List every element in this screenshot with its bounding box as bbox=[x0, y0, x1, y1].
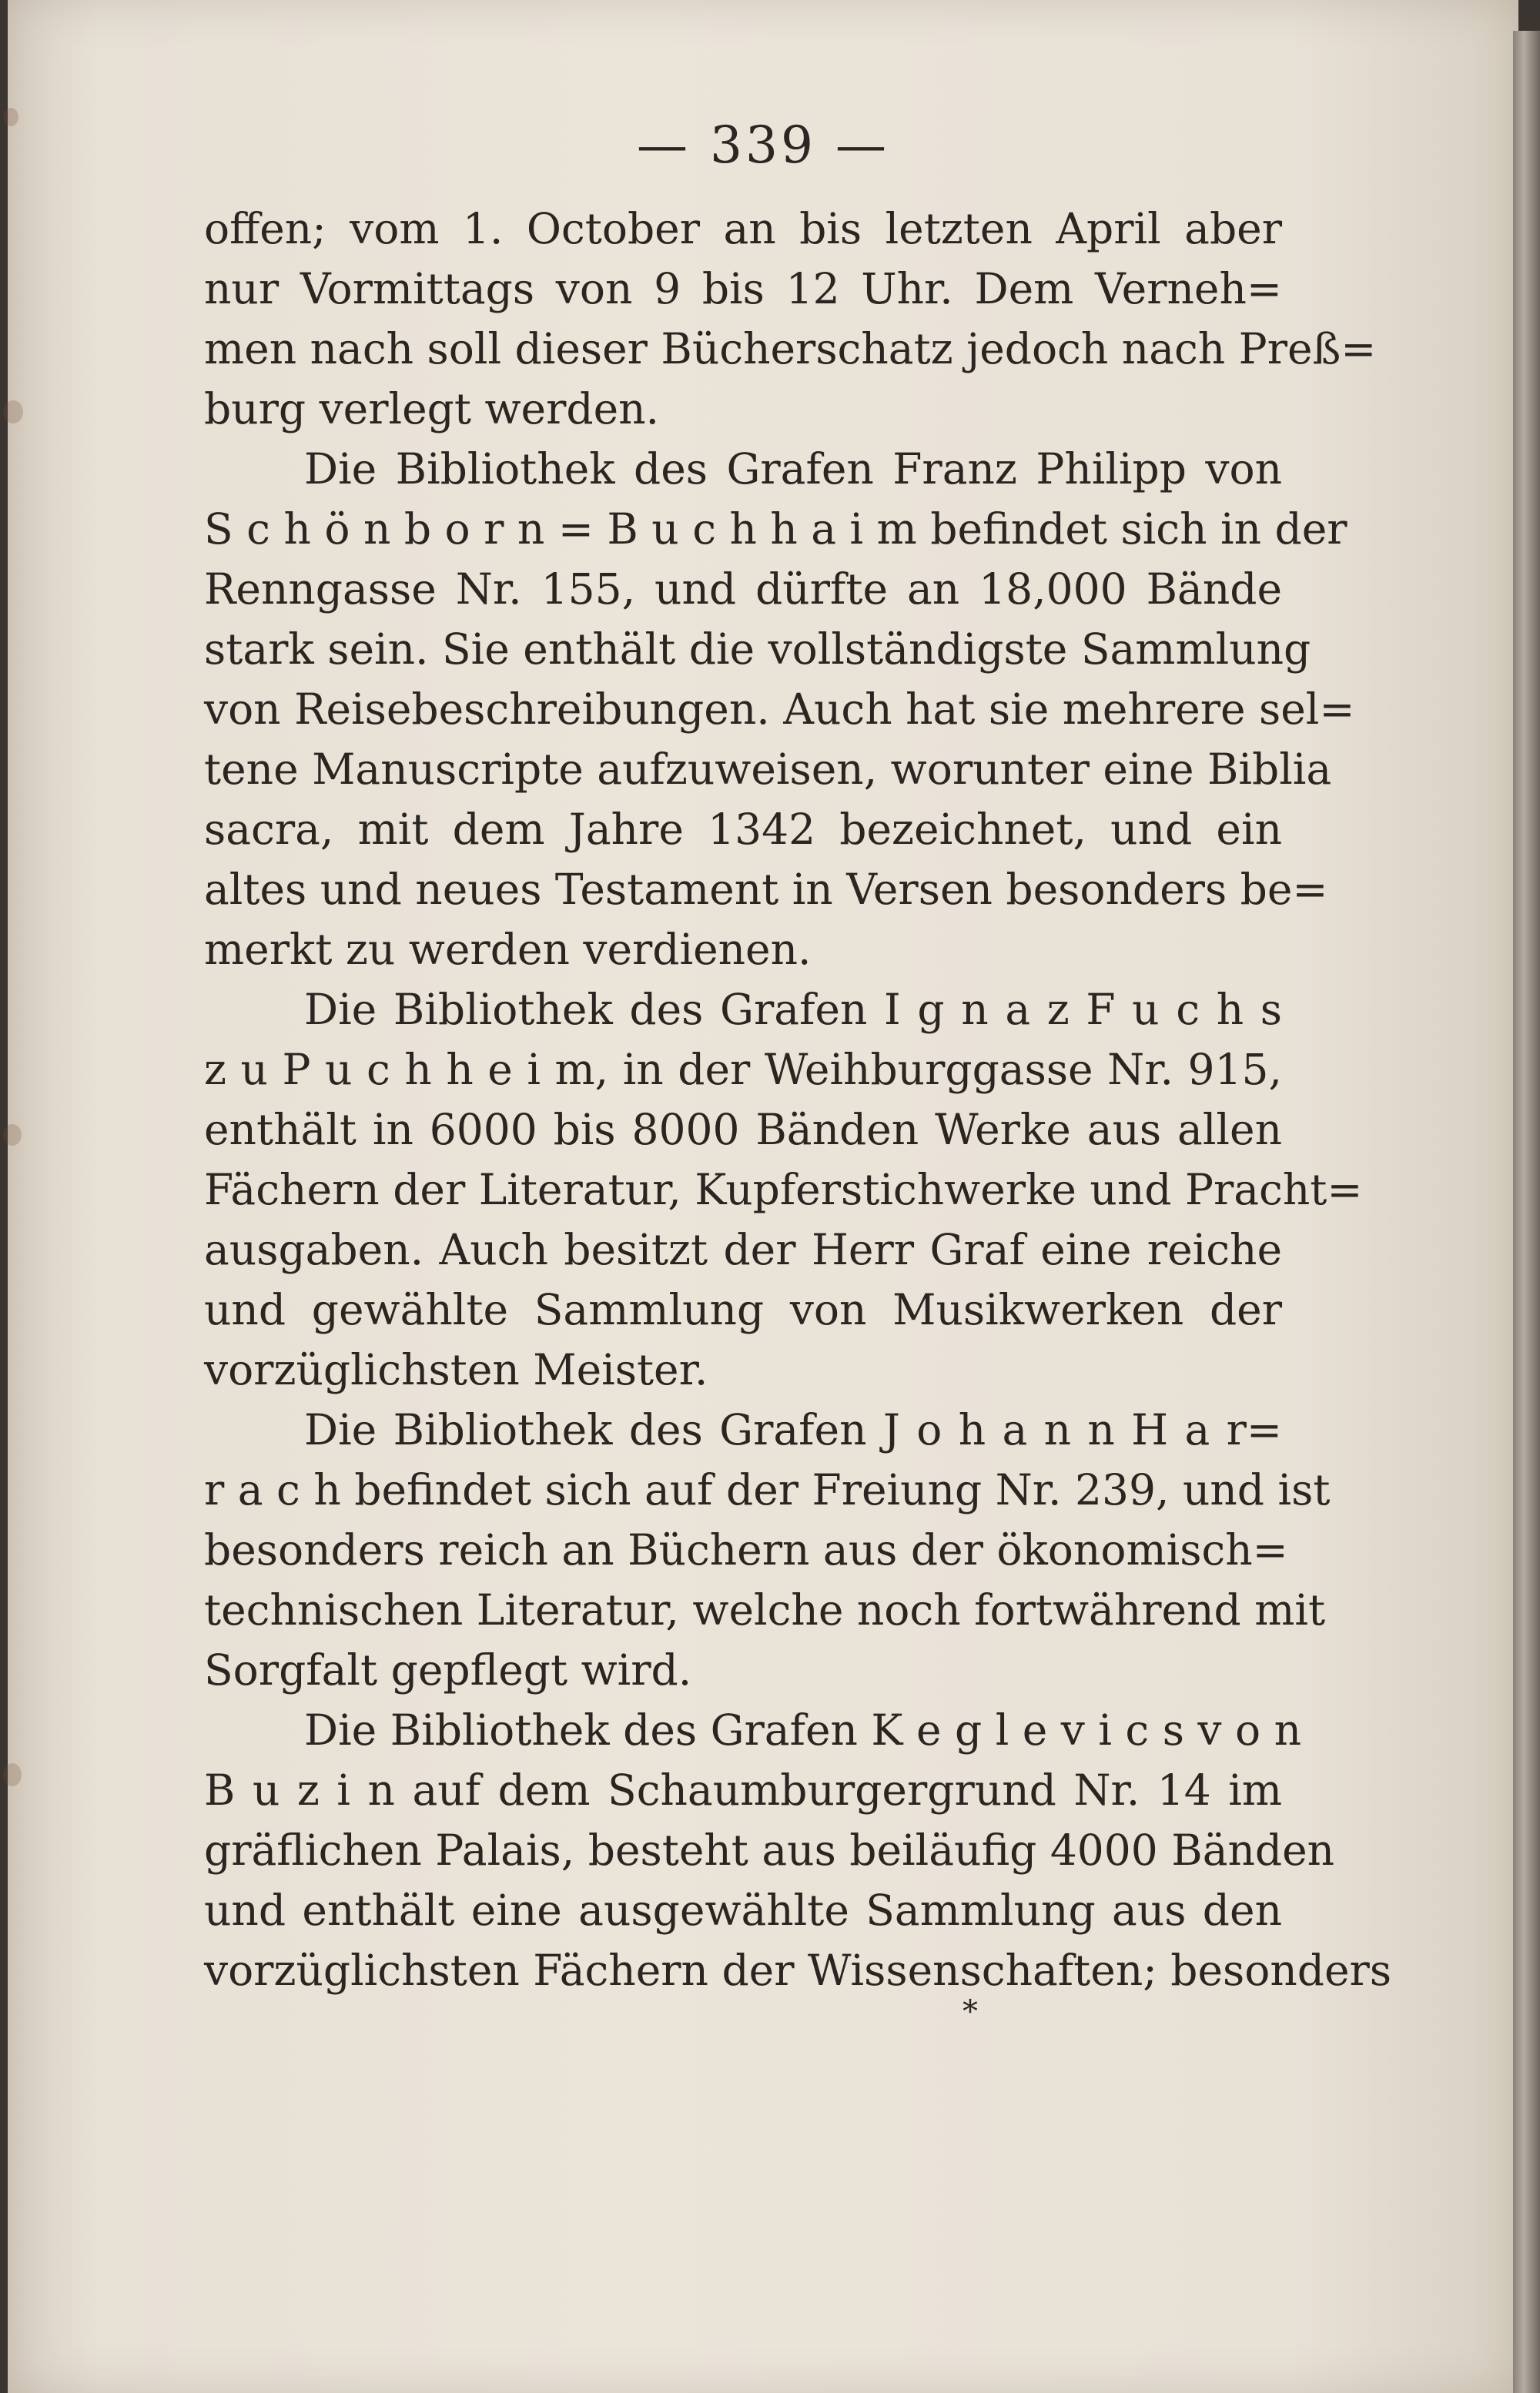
text-line: von Reisebeschreibungen. Auch hat sie mehrere sel= bbox=[204, 684, 1355, 734]
text-line: und gewählte Sammlung von Musikwerken der bbox=[204, 1285, 1282, 1334]
text-line: ausgaben. Auch besitzt der Herr Graf eine reiche bbox=[204, 1225, 1282, 1274]
text-line: Sorgfalt gepflegt wird. bbox=[204, 1645, 692, 1695]
text-line: sacra, mit dem Jahre 1342 bezeichnet, und ein bbox=[204, 805, 1282, 854]
text-line: besonders reich an Büchern aus der ökonomisch= bbox=[204, 1525, 1288, 1575]
text-line: S c h ö n b o r n = B u c h h a i m befindet sich in der bbox=[204, 504, 1348, 554]
text-line: Die Bibliothek des Grafen J o h a n n H a r= bbox=[304, 1405, 1282, 1454]
text-line: Die Bibliothek des Grafen Franz Philipp von bbox=[304, 444, 1282, 494]
text-line: und enthält eine ausgewählte Sammlung aus den bbox=[204, 1886, 1282, 1935]
text-line: Renngasse Nr. 155, und dürfte an 18,000 Bände bbox=[204, 564, 1282, 614]
text-line: tene Manuscripte aufzuweisen, worunter eine Biblia bbox=[204, 745, 1332, 794]
text-line: gräflichen Palais, besteht aus beiläufig 4000 Bänden bbox=[204, 1826, 1335, 1875]
paper-stain bbox=[3, 400, 23, 423]
signature-mark: * bbox=[962, 1994, 978, 2030]
page-number: — 339 — bbox=[637, 115, 889, 175]
text-line: merkt zu werden verdienen. bbox=[204, 925, 812, 974]
text-line: altes und neues Testament in Versen besonders be= bbox=[204, 865, 1328, 914]
paper-stain bbox=[3, 1763, 22, 1786]
text-line: burg verlegt werden. bbox=[204, 384, 660, 433]
text-line: z u P u c h h e i m, in der Weihburggasse Nr. 915, bbox=[204, 1045, 1282, 1094]
book-page bbox=[8, 0, 1518, 2393]
text-line: enthält in 6000 bis 8000 Bänden Werke aus allen bbox=[204, 1105, 1282, 1154]
text-line: men nach soll dieser Bücherschatz jedoch nach Preß= bbox=[204, 324, 1377, 373]
text-line: Fächern der Literatur, Kupferstichwerke und Pracht= bbox=[204, 1165, 1363, 1214]
text-line: technischen Literatur, welche noch fortwährend mit bbox=[204, 1585, 1326, 1635]
text-line: vorzüglichsten Fächern der Wissenschaften; besonders bbox=[204, 1946, 1392, 1995]
text-line: stark sein. Sie enthält die vollständigste Sammlung bbox=[204, 624, 1311, 674]
text-line: offen; vom 1. October an bis letzten April aber bbox=[204, 204, 1282, 253]
body-text bbox=[204, 199, 1392, 2000]
text-line: r a c h befindet sich auf der Freiung Nr. 239, und ist bbox=[204, 1465, 1331, 1514]
text-line: Die Bibliothek des Grafen K e g l e v i c s v o n bbox=[304, 1705, 1301, 1755]
paper-stain bbox=[3, 1124, 22, 1146]
text-line: nur Vormittags von 9 bis 12 Uhr. Dem Verneh= bbox=[204, 264, 1282, 313]
text-line: Die Bibliothek des Grafen I g n a z F u c h s bbox=[304, 985, 1282, 1034]
text-line: B u z i n auf dem Schaumburgergrund Nr. 14 im bbox=[204, 1765, 1282, 1815]
page-edge bbox=[1513, 31, 1540, 2393]
text-line: vorzüglichsten Meister. bbox=[204, 1345, 708, 1394]
